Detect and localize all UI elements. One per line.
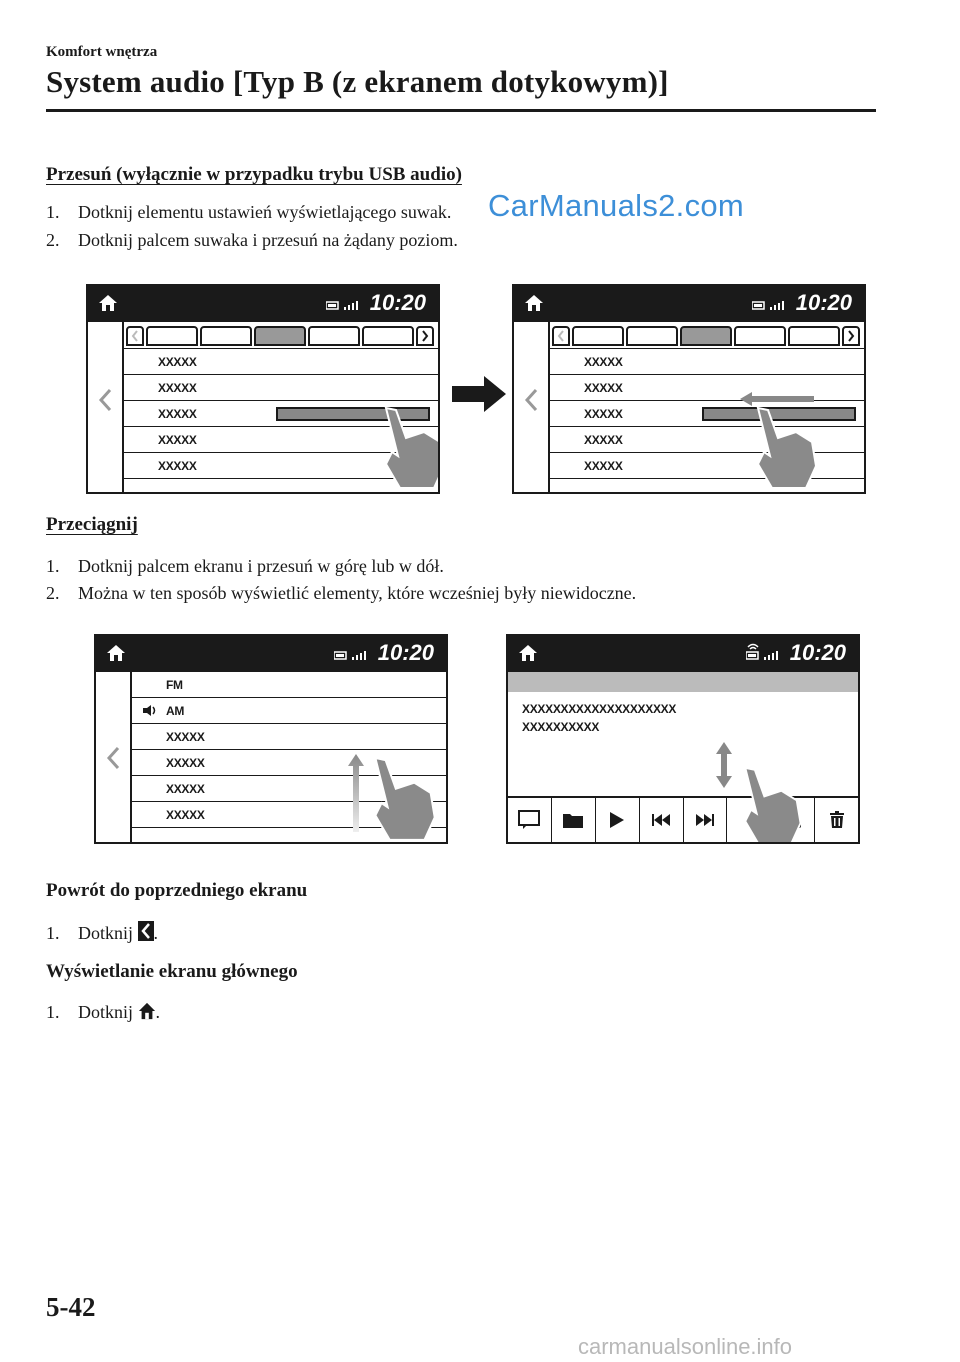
tab[interactable] (362, 326, 414, 346)
clock: 10:20 (369, 290, 426, 315)
step-number: 1. (46, 923, 60, 943)
title-divider (46, 109, 876, 112)
step-number: 1. (46, 1002, 60, 1022)
back-heading: Powrót do poprzedniego ekranu (46, 880, 308, 901)
back-column[interactable] (96, 672, 132, 842)
list-item[interactable]: XXXXX (550, 452, 864, 478)
previous-button[interactable] (640, 798, 684, 842)
list-item[interactable]: XXXXX (124, 426, 438, 452)
list-item[interactable]: XXXXX (132, 775, 446, 801)
wifi-signal-icon (746, 642, 780, 662)
tab[interactable] (146, 326, 198, 346)
chevron-right-icon (847, 330, 855, 342)
trash-icon (829, 811, 845, 829)
list-item[interactable]: XXXXX (550, 426, 864, 452)
tab-active[interactable] (680, 326, 732, 346)
arrow-right-icon (452, 374, 508, 414)
drag-step-1 (46, 556, 444, 577)
step-text: Dotknij palcem suwaka i przesuń na żądany poziom. (78, 230, 458, 250)
chevron-left-icon (131, 330, 139, 342)
list-item[interactable]: XXXXX (132, 801, 446, 827)
hand-icon (366, 756, 440, 842)
chevron-left-icon[interactable] (524, 388, 538, 412)
clock: 10:20 (377, 640, 434, 665)
step-text: Dotknij elementu ustawień wyświetlającego suwak. (78, 202, 452, 222)
back-column[interactable] (514, 322, 550, 492)
tab[interactable] (308, 326, 360, 346)
home-step-1 (46, 1002, 160, 1023)
tab-right-arrow[interactable] (842, 326, 860, 346)
slide-heading: Przesuń (wyłącznie w przypadku trybu USB audio) (46, 164, 462, 185)
step-text: Dotknij (78, 923, 134, 943)
tab[interactable] (734, 326, 786, 346)
tab-right-arrow[interactable] (416, 326, 434, 346)
home-icon (106, 643, 126, 663)
delete-button[interactable] (815, 798, 858, 842)
list-item[interactable]: XXXXX (124, 348, 438, 374)
clock: 10:20 (789, 640, 846, 665)
list-item-fm[interactable]: FM (166, 678, 183, 692)
chevron-right-icon (421, 330, 429, 342)
home-icon (524, 293, 544, 313)
signal-icon (334, 650, 368, 662)
tab-strip (126, 326, 436, 346)
list-item[interactable]: XXXXX (550, 374, 864, 400)
status-bar (514, 286, 864, 322)
step-number: 2. (46, 230, 60, 250)
list-item[interactable]: XXXXX (124, 400, 438, 426)
list-item[interactable]: XXXXX (550, 348, 864, 374)
page-title: System audio [Typ B (z ekranem dotykowym)] (46, 64, 669, 99)
watermark-top: CarManuals2.com (488, 188, 745, 223)
message-button[interactable] (508, 798, 552, 842)
signal-icon (752, 300, 786, 312)
drag-step-2 (46, 583, 636, 604)
tab-left-arrow[interactable] (126, 326, 144, 346)
status-bar (96, 636, 446, 672)
play-button[interactable] (596, 798, 640, 842)
tab-active[interactable] (254, 326, 306, 346)
back-icon (138, 921, 154, 941)
section-label: Komfort wnętrza (46, 44, 158, 60)
step-text: Można w ten sposób wyświetlić elementy, które wcześniej były niewidoczne. (78, 583, 637, 603)
back-step-1 (46, 921, 158, 944)
tab[interactable] (200, 326, 252, 346)
chevron-left-icon[interactable] (98, 388, 112, 412)
signal-icon (326, 300, 360, 312)
tab-strip (552, 326, 862, 346)
tab[interactable] (788, 326, 840, 346)
status-bar (88, 286, 438, 322)
home-icon (138, 1002, 156, 1020)
chevron-left-icon (557, 330, 565, 342)
next-button[interactable] (684, 798, 728, 842)
hand-icon (750, 406, 820, 490)
clock: 10:20 (795, 290, 852, 315)
arrow-up-icon (348, 754, 364, 832)
slide-step-1 (46, 202, 451, 223)
list-item[interactable]: XXXXX (132, 723, 446, 749)
arrow-left-icon (740, 392, 814, 406)
chevron-left-icon[interactable] (106, 746, 120, 770)
folder-button[interactable] (552, 798, 596, 842)
arrow-up-down-icon (716, 742, 732, 788)
hand-icon (378, 406, 440, 490)
speaker-icon (142, 704, 158, 717)
message-line-2: XXXXXXXXXX (522, 720, 600, 734)
drag-heading: Przeciągnij (46, 514, 138, 535)
page-number: 5-42 (46, 1292, 96, 1322)
screen-list-drag (94, 634, 448, 844)
watermark-bottom: carmanualsonline.info (578, 1334, 793, 1359)
list-item[interactable]: XXXXX (124, 452, 438, 478)
folder-icon (562, 811, 584, 829)
tab[interactable] (626, 326, 678, 346)
back-column[interactable] (88, 322, 124, 492)
hand-icon (736, 766, 806, 844)
home-icon (98, 293, 118, 313)
list-item[interactable]: XXXXX (132, 749, 446, 775)
list-item-am[interactable]: AM (132, 697, 446, 723)
home-heading: Wyświetlanie ekranu głównego (46, 961, 298, 982)
tab-left-arrow[interactable] (552, 326, 570, 346)
list-item[interactable]: XXXXX (550, 400, 864, 426)
screen-slider-after (512, 284, 866, 494)
next-icon (695, 813, 715, 827)
screen-slider-before (86, 284, 440, 494)
message-line-1: XXXXXXXXXXXXXXXXXXXX (522, 702, 677, 716)
step-text: Dotknij palcem ekranu i przesuń w górę lub w dół. (78, 556, 444, 576)
play-icon (609, 811, 625, 829)
step-end: . (155, 1002, 161, 1022)
list-item[interactable]: XXXXX (124, 374, 438, 400)
step-text: Dotknij (78, 1002, 134, 1022)
step-end: . (153, 923, 159, 943)
message-icon (518, 810, 540, 830)
home-icon (518, 643, 538, 663)
step-number: 2. (46, 583, 60, 603)
previous-icon (651, 813, 671, 827)
screen-message-drag (506, 634, 860, 844)
step-number: 1. (46, 202, 60, 222)
message-header-bar (508, 672, 858, 692)
step-number: 1. (46, 556, 60, 576)
status-bar (508, 636, 858, 672)
tab[interactable] (572, 326, 624, 346)
slide-step-2 (46, 230, 458, 251)
